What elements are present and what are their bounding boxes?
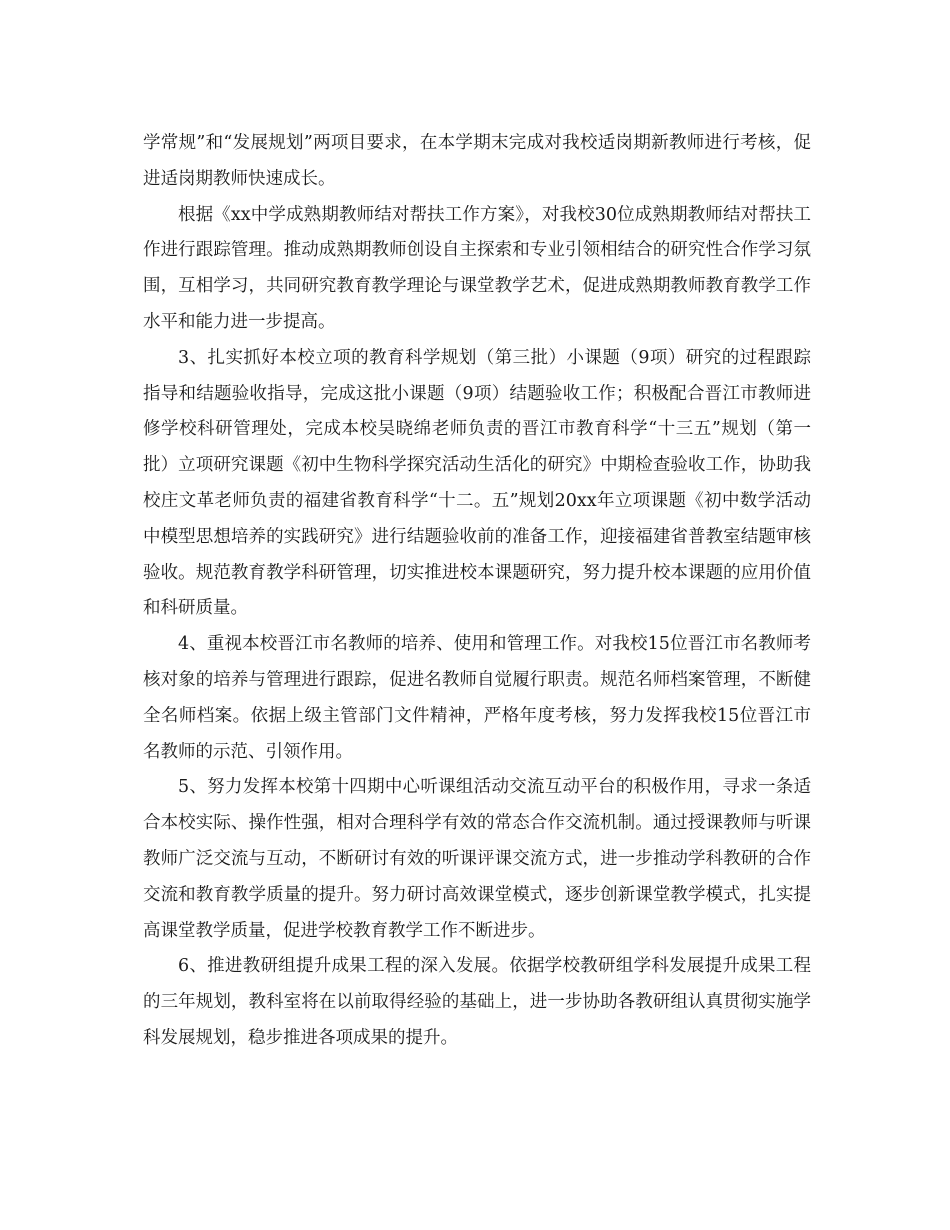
paragraph-mature-teachers: 根据《xx中学成熟期教师结对帮扶工作方案》，对我校30位成熟期教师结对帮扶工作进行跟踪管理。推动成熟期教师创设自主探索和专业引领相结合的研究性合作学习氛围，互相学习，共同研究教育教学理论与课堂教学艺术，促进成熟期教师教育教学工作水平和能力进一步提高。 [143,204,811,332]
document-body [143,126,811,1057]
paragraph-item-5: 5、努力发挥本校第十四期中心听课组活动交流互动平台的积极作用，寻求一条适合本校实际、操作性强，相对合理科学有效的常态合作交流机制。通过授课教师与听课教师广泛交流与互动，不断研讨有效的听课评课交流方式，进一步推动学科教研的合作交流和教育教学质量的提升。努力研讨高效课堂模式，逐步创新课堂教学模式，扎实提高课堂教学质量，促进学校教育教学工作不断进步。 [143,777,811,941]
paragraph-item-3: 3、扎实抓好本校立项的教育科学规划（第三批）小课题（9项）研究的过程跟踪指导和结题验收指导，完成这批小课题（9项）结题验收工作；积极配合晋江市教师进修学校科研管理处，完成本校吴晓绵老师负责的晋江市教育科学“十三五”规划（第一批）立项研究课题《初中生物科学探究活动生活化的研究》中期检查验收工作，协助我校庄文革老师负责的福建省教育科学“十二。五”规划20xx年立项课题《初中数学活动中模型思想培养的实践研究》进行结题验收前的准备工作，迎接福建省普教室结题审核验收。规范教育教学科研管理，切实推进校本课题研究，努力提升校本课题的应用价值和科研质量。 [143,347,811,619]
paragraph-item-6: 6、推进教研组提升成果工程的深入发展。依据学校教研组学科发展提升成果工程的三年规划，教科室将在以前取得经验的基础上，进一步协助各教研组认真贯彻实施学科发展规划，稳步推进各项成果的提升。 [143,956,811,1048]
paragraph-continuation: 学常规”和“发展规划”两项目要求，在本学期末完成对我校适岗期新教师进行考核，促进适岗期教师快速成长。 [143,133,811,189]
paragraph-item-4: 4、重视本校晋江市名教师的培养、使用和管理工作。对我校15位晋江市名教师考核对象的培养与管理进行跟踪，促进名教师自觉履行职责。规范名师档案管理，不断健全名师档案。依据上级主管部门文件精神，严格年度考核，努力发挥我校15位晋江市名教师的示范、引领作用。 [143,634,811,762]
